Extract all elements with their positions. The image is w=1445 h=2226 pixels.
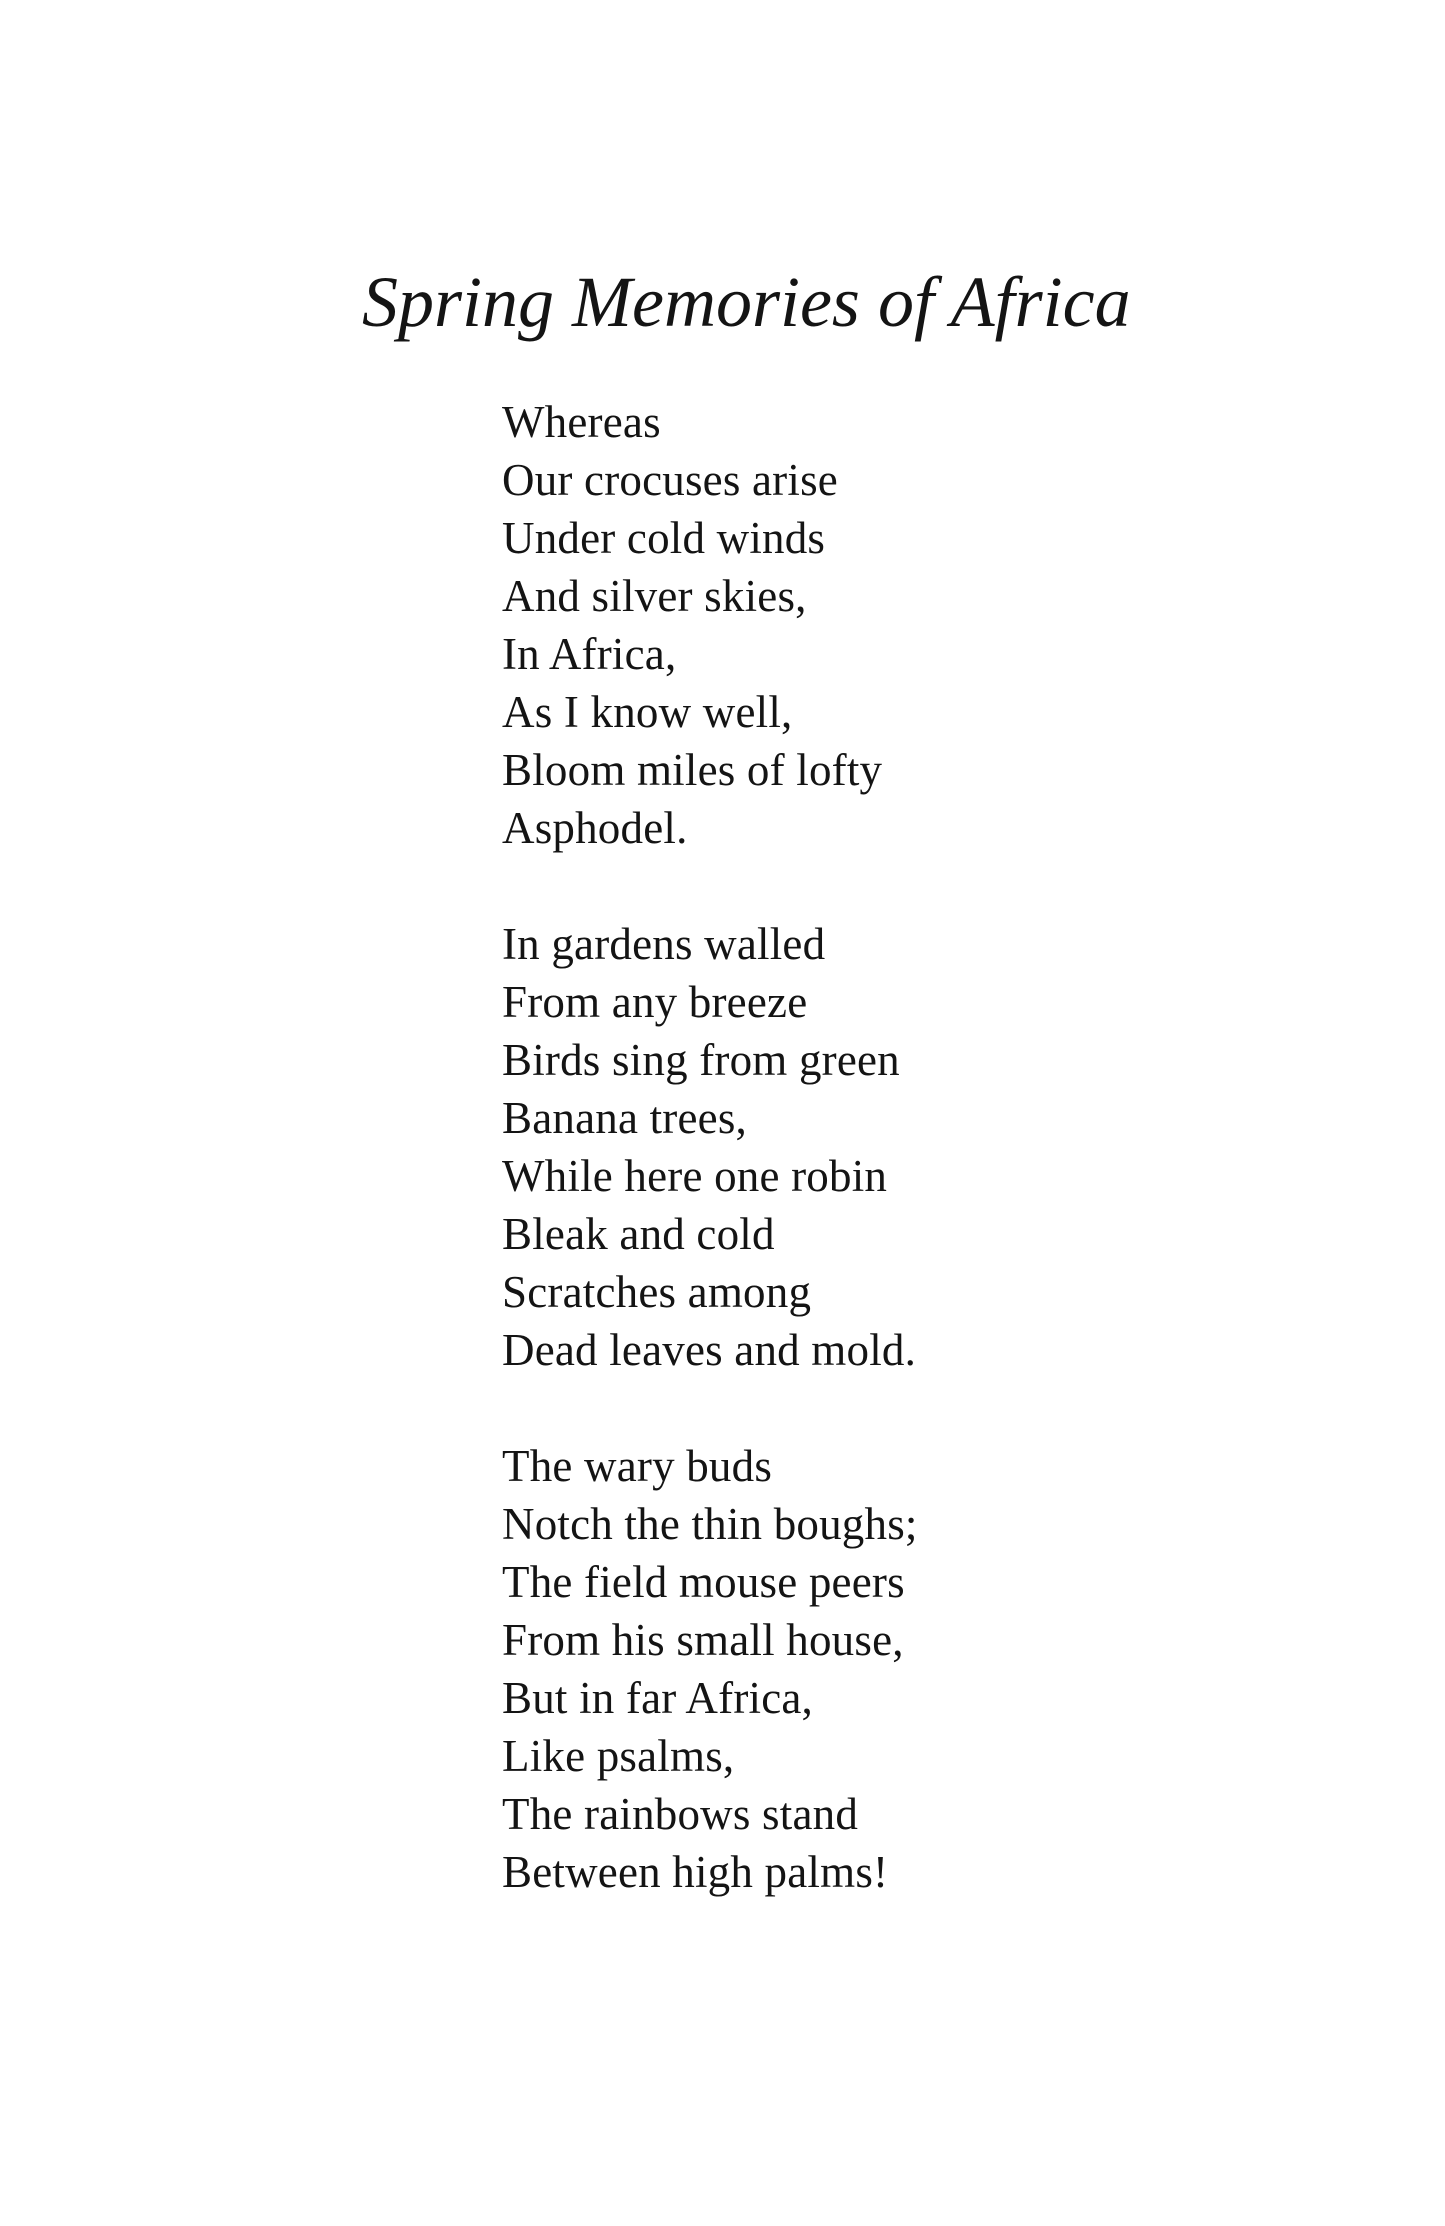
poem-body xyxy=(502,393,1302,1901)
poem-title: Spring Memories of Africa xyxy=(362,262,1131,342)
poem-line: And silver skies, xyxy=(502,571,807,621)
poem-line: From his small house, xyxy=(502,1615,904,1665)
poem-line: In Africa, xyxy=(502,629,677,679)
poem-line: Between high palms! xyxy=(502,1847,889,1897)
poem-line: Birds sing from green xyxy=(502,1035,900,1085)
poem-line: Bloom miles of lofty xyxy=(502,745,883,795)
poem-line: Dead leaves and mold. xyxy=(502,1325,917,1375)
poem-line: As I know well, xyxy=(502,687,793,737)
poem-line: From any breeze xyxy=(502,977,808,1027)
poem-line: Whereas xyxy=(502,397,661,447)
stanza-2 xyxy=(502,915,1302,1379)
poem-line: While here one robin xyxy=(502,1151,888,1201)
poem-line: Like psalms, xyxy=(502,1731,735,1781)
stanza-3 xyxy=(502,1437,1302,1901)
stanza-1 xyxy=(502,393,1302,857)
poem-line: The wary buds xyxy=(502,1441,773,1491)
poem-line: Our crocuses arise xyxy=(502,455,838,505)
poem-line: The rainbows stand xyxy=(502,1789,859,1839)
poem-line: Notch the thin boughs; xyxy=(502,1499,918,1549)
poem-line: Asphodel. xyxy=(502,803,688,853)
poem-line: The field mouse peers xyxy=(502,1557,905,1607)
poem-line: Bleak and cold xyxy=(502,1209,775,1259)
poem-line: But in far Africa, xyxy=(502,1673,813,1723)
poem-line: Under cold winds xyxy=(502,513,826,563)
poem-line: Banana trees, xyxy=(502,1093,747,1143)
poem-line: Scratches among xyxy=(502,1267,812,1317)
poem-line: In gardens walled xyxy=(502,919,826,969)
